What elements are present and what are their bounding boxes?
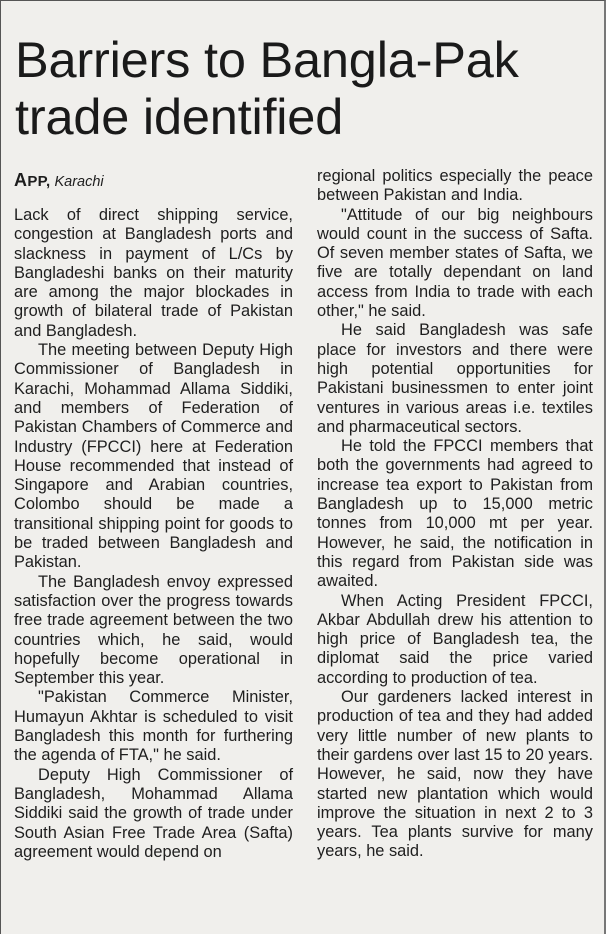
byline xyxy=(14,171,104,191)
article-column-right xyxy=(317,167,593,862)
headline-line-1: Barriers to Bangla-Pak xyxy=(15,31,519,88)
headline-line-2: trade identified xyxy=(15,88,344,145)
article-column-left xyxy=(14,206,293,862)
paragraph: "Pakistan Commerce Minister, Humayun Akhtar is scheduled to visit Bangladesh this month for furthering the agenda of FTA," he said. xyxy=(14,688,293,765)
agency-rest: PP, xyxy=(27,173,51,190)
paragraph: He told the FPCCI members that both the governments had agreed to increase tea export to Pakistan from Bangladesh up to 15,000 metric tonnes from 10,000 mt per year. However, he said, the notification in this regard from Pakistan side was awaited. xyxy=(317,437,593,591)
paragraph: Lack of direct shipping service, congestion at Bangladesh ports and slackness in payment of L/Cs by Bangladeshi banks on their maturity are among the major blockades in growth of bilateral trade of Pakistan and Bangladesh. xyxy=(14,206,293,340)
paragraph: He said Bangladesh was safe place for investors and there were high potential opportunities for Pakistani businessmen to enter joint ventures in various areas i.e. textiles and pharmaceutical sectors. xyxy=(317,321,593,436)
paragraph: Deputy High Commissioner of Bangladesh, Mohammad Allama Siddiki said the growth of trade under South Asian Free Trade Area (Safta) agreement would depend on xyxy=(14,765,293,861)
paragraph: regional politics especially the peace between Pakistan and India. xyxy=(317,167,593,205)
dateline-place: Karachi xyxy=(54,174,104,190)
paragraph: "Attitude of our big neighbours would count in the success of Safta. Of seven member states of Safta, we five are totally dependant on land access from India to trade with each other," he said. xyxy=(317,205,593,321)
paragraph: The Bangladesh envoy expressed satisfaction over the progress towards free trade agreement between the two countries which, he said, would hopefully become operational in September this year. xyxy=(14,572,293,688)
paragraph: Our gardeners lacked interest in production of tea and they had added very little number of new plants to their gardens over last 15 to 20 years. However, he said, now they have started new plantation which would improve the situation in next 2 to 3 years. Tea plants survive for many years, he said. xyxy=(317,688,593,861)
agency-initial: A xyxy=(14,170,28,190)
agency-name xyxy=(14,170,51,190)
headline xyxy=(15,31,603,145)
paragraph: The meeting between Deputy High Commissioner of Bangladesh in Karachi, Mohammad Allama Siddiki, and members of Federation of Pakistan Chambers of Commerce and Industry (FPCCI) here at Federation House recommended that instead of Singapore and Arabian countries, Colombo should be made a transitional shipping point for goods to be traded between Bangladesh and Pakistan. xyxy=(14,341,293,572)
paragraph: When Acting President FPCCI, Akbar Abdullah drew his attention to high price of Bangladesh tea, the diplomat said the price varied according to production of tea. xyxy=(317,591,593,687)
